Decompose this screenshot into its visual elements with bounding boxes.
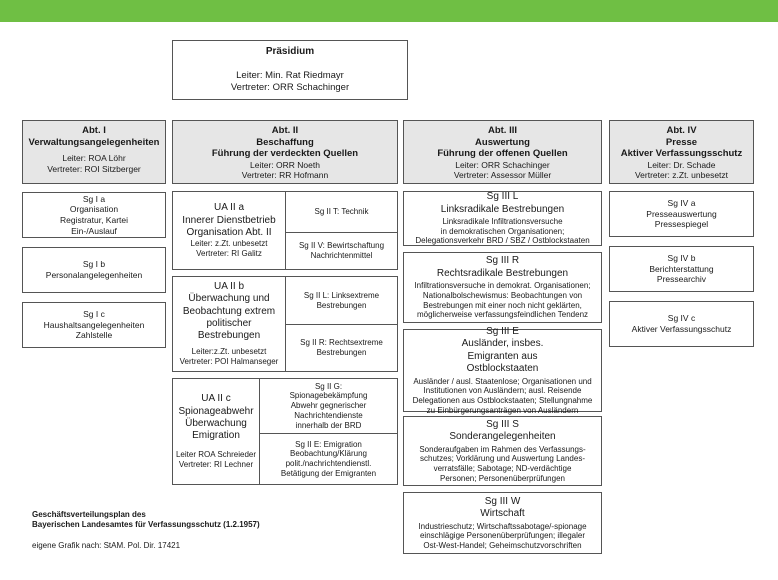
sg-4b-box: Sg IV b Berichterstattung Pressearchiv [609,246,754,292]
praesidium-box [172,40,408,100]
ua-2b-group [172,276,398,372]
praesidium-title: Präsidium [265,45,315,57]
sg-1c-box: Sg I c Haushaltsangelegenheiten Zahlstelle [22,302,166,348]
sg-2g-box: Sg II G: Spionagebekämpfung Abwehr gegnerischer Nachrichtendienste innerhalb der BRD [289,381,368,430]
praesidium-vertreter: Vertreter: ORR Schachinger [230,82,350,94]
sg-2l-box: Sg II L: Linksextreme Bestrebungen [303,290,380,310]
sg-2e-box: Sg II E: Emigration Beobachtung/Klärung polit./nachrichtendienstl. Betätigung der Emigranten [280,439,377,478]
sg-2r-box: Sg II R: Rechtsextreme Bestrebungen [300,338,383,357]
sg-1a-box: Sg I a Organisation Registratur, Kartei Ein-/Auslauf [22,192,166,238]
abt2-header: Abt. II Beschaffung Führung der verdeckten Quellen Leiter: ORR Noeth Vertreter: RR Hofmann [172,120,398,184]
abt1-header: Abt. I Verwaltungsangelegenheiten Leiter: ROA Löhr Vertreter: ROI Sitzberger [22,120,166,184]
praesidium-leiter: Leiter: Min. Rat Riedmayr [236,70,344,82]
sg-3e-box: Sg III E Ausländer, insbes. Emigranten aus Ostblockstaaten Ausländer / ausl. Staatenlose; Organisationen und Institutionen von Ausländern; ausl. Reisende Delegationen aus Ostblockstaaten; Stellungnahme zu Einbürgerungsanträgen von Ausländern [403,329,602,412]
ua-2a-main: UA II a Innerer Dienstbetrieb Organisation Abt. II Leiter: z.Zt. unbesetzt Vertreter: RI Galitz [182,202,276,258]
ua-2c-main: UA II c Spionageabwehr Überwachung Emigration Leiter ROA Schreieder Vertreter: RI Lechner [175,393,257,469]
sg-3l-box: Sg III L Linksradikale Bestrebungen Linksradikale Infiltrationsversuche in demokratischen Organisationen; Delegationsverkehr BRD / SBZ / Ostblockstaaten [403,191,602,246]
sg-3w-box: Sg III W Wirtschaft Industrieschutz; Wirtschaftssabotage/-spionage einschlägige Personenüberprüfungen; illegaler Ost-West-Handel; Geheimschutzvorschriften [403,492,602,554]
sg-2v-box: Sg II V: Bewirtschaftung Nachrichtenmittel [298,241,385,260]
ua-2b-main: UA II b Überwachung und Beobachtung extrem politischer Bestrebungen Leiter:z.Zt. unbesetzt Vertreter: POI Halmanseger [179,281,279,366]
sg-1b-box: Sg I b Personalangelegenheiten [22,247,166,293]
sg-3s-box: Sg III S Sonderangelegenheiten Sonderaufgaben im Rahmen des Verfassungs- schutzes; Vorklärung und Auswertung Landes- verratsfälle; Sabotage; ND-verdächtige Personen; Personenüberprüfungen [403,416,602,486]
sg-3r-box: Sg III R Rechtsradikale Bestrebungen Infiltrationsversuche in demokrat. Organisationen; Nationalbolschewismus: Beobachtungen von Bestrebungen mit einer noch nicht geklärten, möglicherweise verfassungsfeindlichen Tendenz [403,252,602,323]
sg-4a-box: Sg IV a Presseauswertung Pressespiegel [609,191,754,237]
top-color-bar [0,0,778,22]
abt4-header: Abt. IV Presse Aktiver Verfassungsschutz Leiter: Dr. Schade Vertreter: z.Zt. unbesetzt [609,120,754,184]
sg-2t-box: Sg II T: Technik [314,207,369,217]
footer-source: eigene Grafik nach: StAM. Pol. Dir. 17421 [32,541,181,550]
ua-2a-group [172,191,398,270]
sg-4c-box: Sg IV c Aktiver Verfassungsschutz [609,301,754,347]
abt3-header: Abt. III Auswertung Führung der offenen Quellen Leiter: ORR Schachinger Vertreter: Assessor Müller [403,120,602,184]
ua-2c-group [172,378,398,485]
footer-caption: Geschäftsverteilungsplan des Bayerischen Landesamtes für Verfassungsschutz (1.2.1957) [32,510,260,530]
